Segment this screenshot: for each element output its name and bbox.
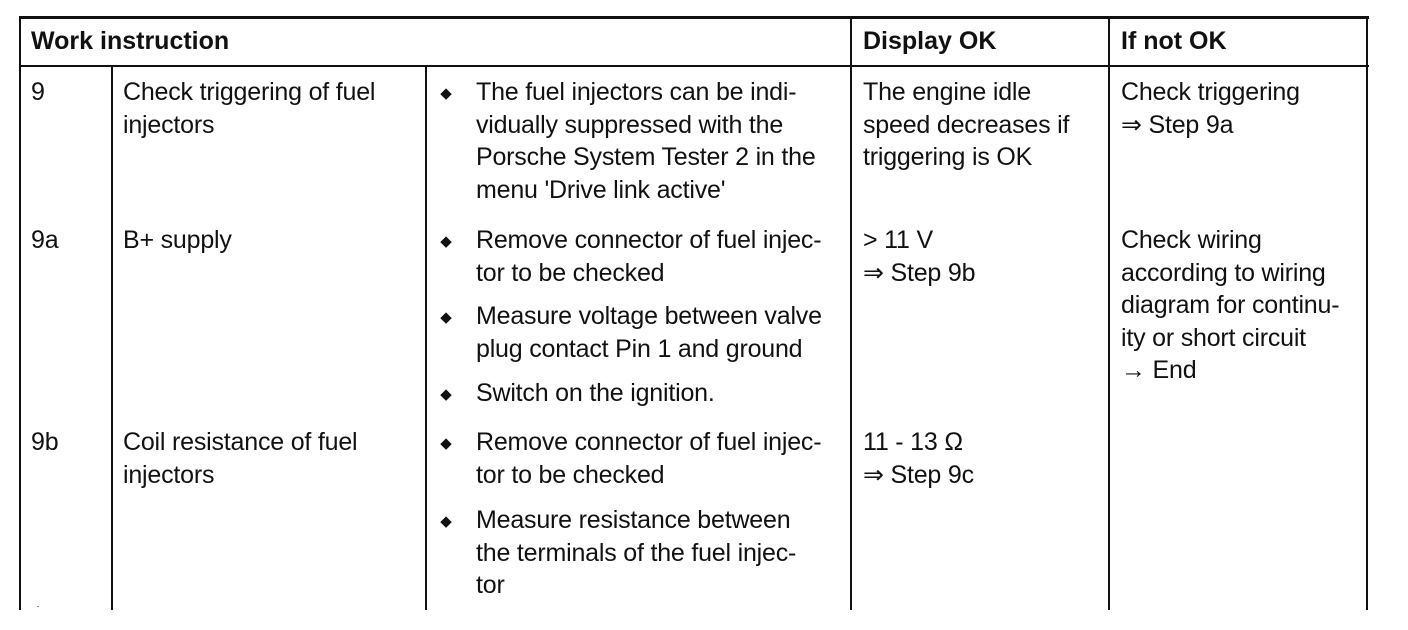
row-9-if-not-ok: Check triggering ⇒ Step 9a — [1121, 78, 1300, 139]
row-9-title: Check triggering of fuel injectors — [123, 78, 376, 139]
header-bottom-border — [19, 65, 1369, 67]
header-display-ok: Display OK — [863, 27, 997, 55]
bullet-icon: ◆ — [440, 309, 452, 326]
row-9a-step: 9a — [31, 226, 59, 254]
column-divider-title — [425, 66, 427, 610]
row-9b-display-ok: 11 - 13 Ω ⇒ Step 9c — [863, 428, 974, 489]
row-9a-title: B+ supply — [123, 226, 232, 254]
scan-speck — [37, 606, 39, 607]
row-9-display-ok: The engine idle speed decreases if triggering is OK — [863, 78, 1070, 171]
header-if-not-ok: If not OK — [1121, 27, 1227, 55]
header-work-instruction: Work instruction — [31, 27, 230, 55]
column-divider-display-ok — [1108, 16, 1110, 610]
column-divider-instructions — [850, 16, 852, 610]
row-9b-step: 9b — [31, 428, 59, 456]
row-9-step: 9 — [31, 78, 45, 106]
row-9a-instruction-2: Measure voltage between valve plug contact Pin 1 and ground — [476, 302, 822, 363]
table-right-border — [1366, 16, 1368, 610]
bullet-icon: ◆ — [440, 386, 452, 403]
row-9a-if-not-ok: Check wiring according to wiring diagram for continu- ity or short circuit → End — [1121, 226, 1340, 384]
bullet-icon: ◆ — [440, 435, 452, 452]
table-top-border — [19, 16, 1369, 19]
row-9b-title: Coil resistance of fuel injectors — [123, 428, 358, 489]
row-9a-instruction-1: Remove connector of fuel injec- tor to be checked — [476, 226, 822, 287]
row-9b-instruction-1: Remove connector of fuel injec- tor to be checked — [476, 428, 822, 489]
row-9b-instruction-2: Measure resistance between the terminals of the fuel injec- tor — [476, 506, 797, 599]
row-9a-display-ok: > 11 V ⇒ Step 9b — [863, 226, 976, 287]
row-9a-instruction-3: Switch on the ignition. — [476, 379, 715, 407]
table-left-border — [19, 16, 21, 610]
row-9-instruction-1: The fuel injectors can be indi- vidually suppressed with the Porsche System Tester 2 in the menu 'Drive link active' — [476, 78, 816, 204]
bullet-icon: ◆ — [440, 85, 452, 102]
bullet-icon: ◆ — [440, 233, 452, 250]
bullet-icon: ◆ — [440, 513, 452, 530]
column-divider-step — [111, 66, 113, 610]
